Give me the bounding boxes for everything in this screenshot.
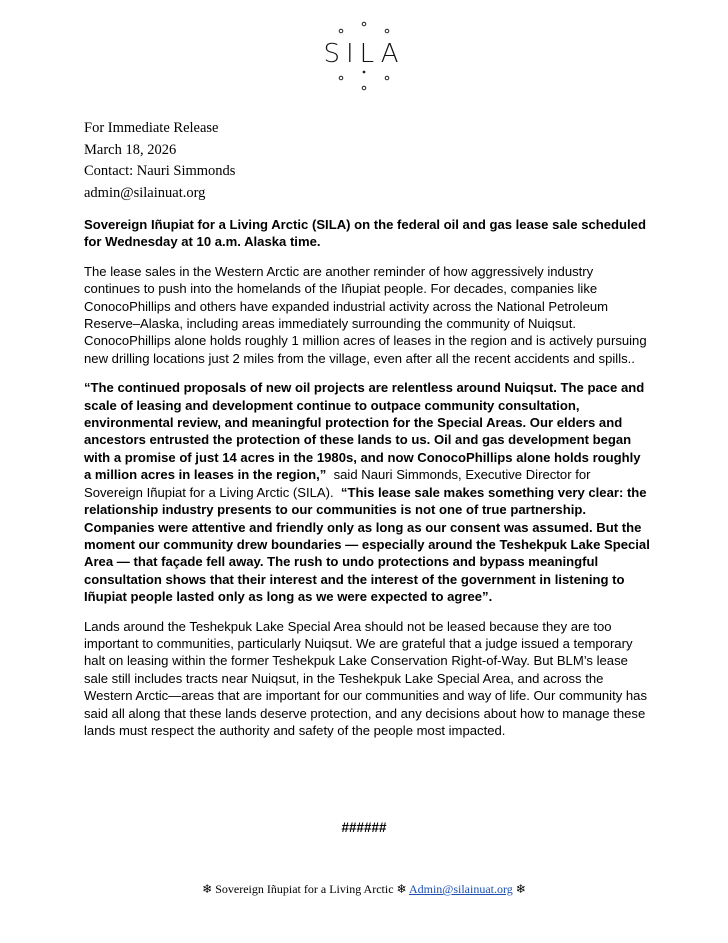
release-header — [84, 118, 235, 204]
paragraph-teshekpuk: Lands around the Teshekpuk Lake Special Area should not be leased because they are too important to communities, particularly Nuiqsut. We are grateful that a judge issued a temporary halt on leasing within the former Teshekpuk Lake Conservation Right-of-Way. But BLM’s lease sale still includes tracts near Nuiqsut, in the Teshekpuk Lake Special Area, and across the Western Arctic—areas that are important for our communities and way of life. Our community has said all along that these lands deserve protection, and any decisions about how to manage these lands must respect the authority and safety of the people most impacted. — [84, 618, 648, 738]
release-label: For Immediate Release — [84, 120, 219, 136]
release-date: March 18, 2026 — [84, 141, 177, 158]
footer — [0, 882, 728, 897]
contact-name: Contact: Nauri Simmonds — [84, 163, 236, 179]
snowflake-icon: ❄ — [515, 882, 526, 896]
quote-attribution: said Nauri Simmonds, Executive Director for Sovereign Iñupiat for a Living Arctic (SILA). — [84, 467, 595, 500]
footer-email-link[interactable]: Admin@silainuat.org — [408, 882, 513, 896]
paragraph-quote — [84, 379, 650, 605]
quote-part-1: “The continued proposals of new oil projects are relentless around Nuiqsut. The pace and scale of leasing and development continue to outpace community consultation, environmental review, and meaningful protection for the Special Areas. Our elders and ancestors entrusted the protection of these lands to us. Oil and gas development began with a promise of just 14 acres in the 1980s, and now ConocoPhillips alone holds roughly a million acres in leases in the region,” — [84, 380, 645, 483]
headline: Sovereign Iñupiat for a Living Arctic (SILA) on the federal oil and gas lease sale scheduled for Wednesday at 10 a.m. Alaska time. — [84, 217, 646, 250]
press-release-body — [84, 216, 650, 751]
snowflake-icon: ❄ — [202, 882, 213, 896]
footer-org-name: Sovereign Iñupiat for a Living Arctic — [215, 882, 394, 896]
snowflake-icon: ❄ — [396, 882, 407, 896]
logo-text: SILA — [323, 39, 405, 69]
paragraph-context: The lease sales in the Western Arctic are another reminder of how aggressively industry continues to push into the homelands of the Iñupiat people. For decades, companies like ConocoPhillips and others have expanded industrial activity across the National Petroleum Reserve–Alaska, including areas immediately surrounding the community of Nuiqsut. ConocoPhillips alone holds roughly 1 million acres of leases in the region and is actively pursuing new drilling locations just 2 miles from the village, even after all the recent accidents and spills.. — [84, 263, 647, 366]
end-of-release-mark: ###### — [341, 820, 387, 835]
contact-email: admin@silainuat.org — [84, 184, 206, 201]
quote-part-2: “This lease sale makes something very clear: the relationship industry presents to our communities is not one of true partnership. Companies were attentive and friendly only as long as our consent was assumed. But the moment our community drew boundaries — especially around the Teshekpuk Lake Special Area — that façade fell away. The rush to undo protections and bypass meaningful consultation shows that their interest and the interest of the government in listening to Iñupiat people lasted only as long as we were expected to agree”. — [84, 484, 650, 605]
sila-logo — [314, 18, 414, 92]
